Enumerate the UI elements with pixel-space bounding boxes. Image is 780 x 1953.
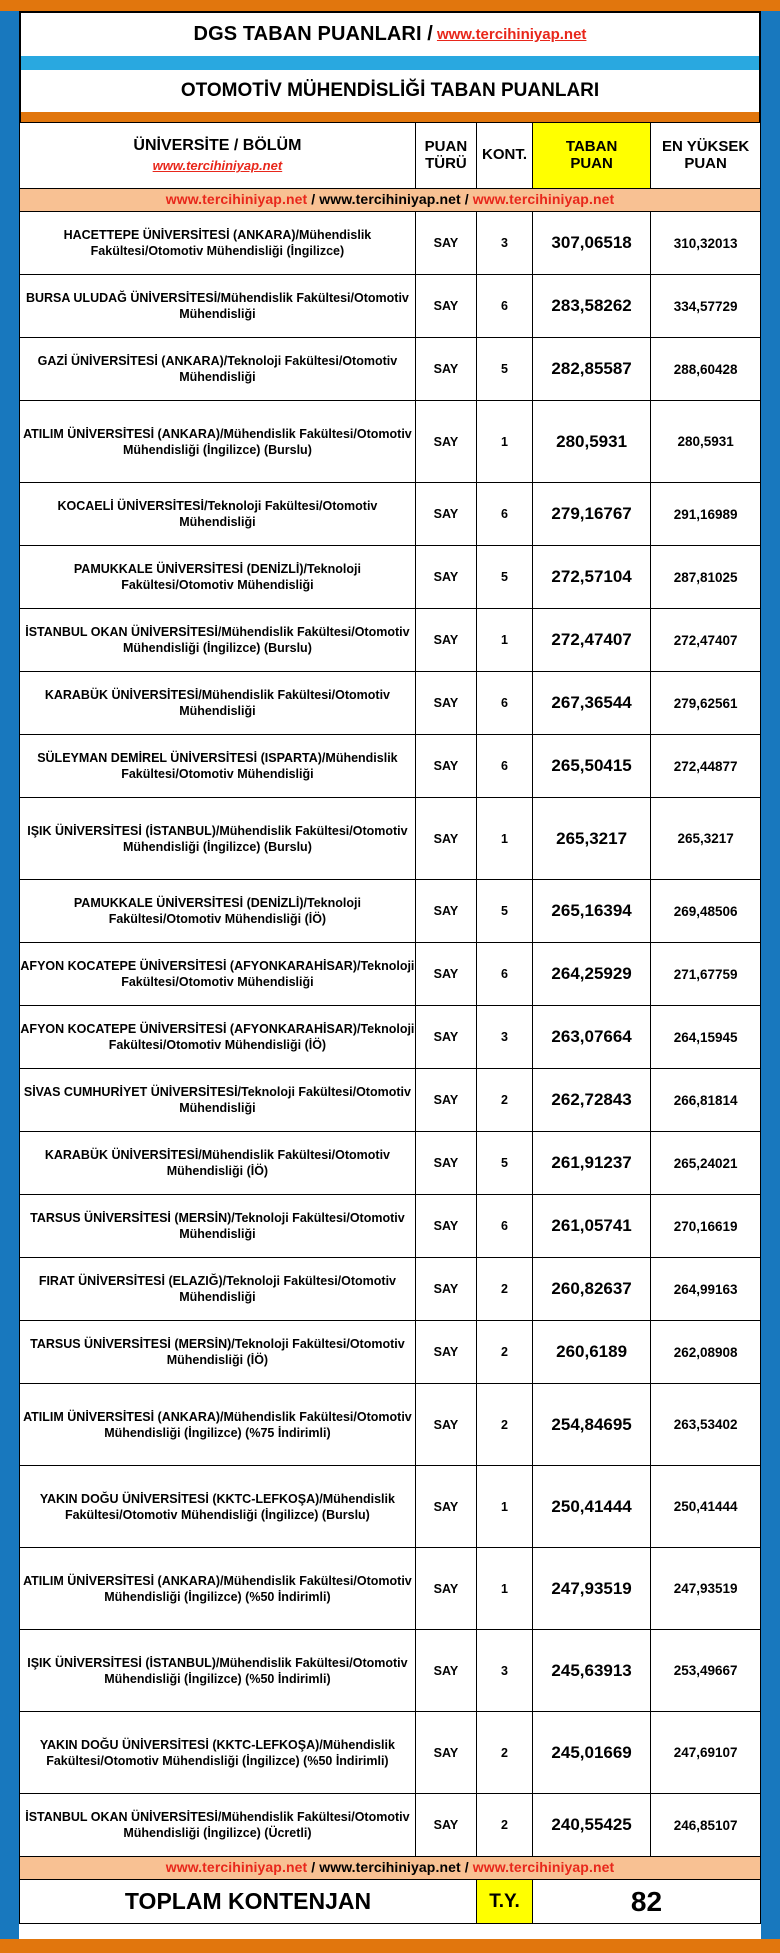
column-header-puan-turu-line2: TÜRÜ	[425, 154, 467, 172]
cell-university: AFYON KOCATEPE ÜNİVERSİTESİ (AFYONKARAHİSAR)/Teknoloji Fakültesi/Otomotiv Mühendisliği	[20, 943, 416, 1006]
cell-en-yuksek-puan: 270,16619	[651, 1195, 761, 1258]
cell-taban-puan: 265,50415	[532, 735, 650, 798]
cell-taban-puan: 261,05741	[532, 1195, 650, 1258]
cell-taban-puan: 265,3217	[532, 798, 650, 880]
promo-banner-bottom-text	[166, 1859, 615, 1875]
total-label: TOPLAM KONTENJAN	[20, 1880, 477, 1924]
cell-university: ATILIM ÜNİVERSİTESİ (ANKARA)/Mühendislik Fakültesi/Otomotiv Mühendisliği (İngilizce) (%75 İndirimli)	[20, 1384, 416, 1466]
cell-en-yuksek-puan: 246,85107	[651, 1794, 761, 1857]
promo-link[interactable]: www.tercihiniyap.net	[472, 191, 615, 207]
cell-puan-turu: SAY	[415, 735, 476, 798]
cell-en-yuksek-puan: 280,5931	[651, 401, 761, 483]
cell-university: YAKIN DOĞU ÜNİVERSİTESİ (KKTC-LEFKOŞA)/Mühendislik Fakültesi/Otomotiv Mühendisliği (İngilizce) (Burslu)	[20, 1466, 416, 1548]
promo-link[interactable]: www.tercihiniyap.net	[472, 1859, 615, 1875]
table-row[interactable]	[20, 1712, 761, 1794]
cell-puan-turu: SAY	[415, 338, 476, 401]
promo-separator: /	[460, 1859, 473, 1875]
cell-en-yuksek-puan: 263,53402	[651, 1384, 761, 1466]
cell-university: ATILIM ÜNİVERSİTESİ (ANKARA)/Mühendislik Fakültesi/Otomotiv Mühendisliği (İngilizce) (%50 İndirimli)	[20, 1548, 416, 1630]
table-row[interactable]	[20, 880, 761, 943]
column-header-university	[20, 123, 416, 189]
cell-university: KOCAELİ ÜNİVERSİTESİ/Teknoloji Fakültesi/Otomotiv Mühendisliği	[20, 483, 416, 546]
cell-kontenjan: 6	[477, 943, 533, 1006]
cell-kontenjan: 5	[477, 338, 533, 401]
cell-puan-turu: SAY	[415, 546, 476, 609]
promo-separator: /	[307, 191, 320, 207]
table-row[interactable]	[20, 1630, 761, 1712]
promo-banner-top-text	[166, 191, 615, 207]
page-title-text: DGS TABAN PUANLARI /	[193, 23, 433, 45]
scores-table	[19, 122, 761, 1924]
cell-university: PAMUKKALE ÜNİVERSİTESİ (DENİZLİ)/Teknoloji Fakültesi/Otomotiv Mühendisliği (İÖ)	[20, 880, 416, 943]
cell-kontenjan: 2	[477, 1321, 533, 1384]
cell-en-yuksek-puan: 264,99163	[651, 1258, 761, 1321]
content-area	[19, 11, 761, 1939]
bottom-frame-bar	[0, 1939, 780, 1953]
right-frame-rail	[761, 11, 780, 1939]
cell-taban-puan: 279,16767	[532, 483, 650, 546]
table-row[interactable]	[20, 943, 761, 1006]
cell-university: BURSA ULUDAĞ ÜNİVERSİTESİ/Mühendislik Fakültesi/Otomotiv Mühendisliği	[20, 275, 416, 338]
promo-link[interactable]: www.tercihiniyap.net	[165, 1859, 308, 1875]
cell-taban-puan: 245,63913	[532, 1630, 650, 1712]
cell-kontenjan: 3	[477, 1630, 533, 1712]
cell-kontenjan: 5	[477, 880, 533, 943]
column-header-en-yuksek-line1: EN YÜKSEK	[661, 137, 750, 155]
cell-en-yuksek-puan: 265,3217	[651, 798, 761, 880]
cell-kontenjan: 6	[477, 275, 533, 338]
page-subtitle	[19, 70, 761, 112]
cell-university: KARABÜK ÜNİVERSİTESİ/Mühendislik Fakültesi/Otomotiv Mühendisliği (İÖ)	[20, 1132, 416, 1195]
cell-taban-puan: 267,36544	[532, 672, 650, 735]
cell-kontenjan: 6	[477, 1195, 533, 1258]
cell-en-yuksek-puan: 253,49667	[651, 1630, 761, 1712]
column-header-kontenjan-label: KONT.	[482, 146, 528, 164]
cell-kontenjan: 2	[477, 1258, 533, 1321]
table-header-row	[20, 123, 761, 189]
table-row[interactable]	[20, 338, 761, 401]
cell-university: FIRAT ÜNİVERSİTESİ (ELAZIĞ)/Teknoloji Fakültesi/Otomotiv Mühendisliği	[20, 1258, 416, 1321]
cell-university: HACETTEPE ÜNİVERSİTESİ (ANKARA)/Mühendislik Fakültesi/Otomotiv Mühendisliği (İngilizce)	[20, 212, 416, 275]
column-header-kontenjan	[477, 123, 533, 189]
cell-kontenjan: 2	[477, 1794, 533, 1857]
page-title	[19, 11, 761, 56]
column-header-taban-line1: TABAN	[565, 137, 618, 155]
cell-university: AFYON KOCATEPE ÜNİVERSİTESİ (AFYONKARAHİSAR)/Teknoloji Fakültesi/Otomotiv Mühendisliği (İÖ)	[20, 1006, 416, 1069]
cell-taban-puan: 262,72843	[532, 1069, 650, 1132]
table-row[interactable]	[20, 1548, 761, 1630]
cell-kontenjan: 6	[477, 672, 533, 735]
cell-en-yuksek-puan: 287,81025	[651, 546, 761, 609]
table-row[interactable]	[20, 735, 761, 798]
cell-puan-turu: SAY	[415, 609, 476, 672]
cell-kontenjan: 2	[477, 1712, 533, 1794]
table-body	[20, 212, 761, 1857]
column-header-puan-turu	[415, 123, 476, 189]
cell-puan-turu: SAY	[415, 483, 476, 546]
cell-taban-puan: 260,82637	[532, 1258, 650, 1321]
cell-puan-turu: SAY	[415, 212, 476, 275]
cell-taban-puan: 283,58262	[532, 275, 650, 338]
cell-university: ATILIM ÜNİVERSİTESİ (ANKARA)/Mühendislik Fakültesi/Otomotiv Mühendisliği (İngilizce) (Burslu)	[20, 401, 416, 483]
cell-university: İSTANBUL OKAN ÜNİVERSİTESİ/Mühendislik Fakültesi/Otomotiv Mühendisliği (İngilizce) (Ücretli)	[20, 1794, 416, 1857]
total-type-badge: T.Y.	[477, 1880, 533, 1924]
cell-taban-puan: 240,55425	[532, 1794, 650, 1857]
cell-taban-puan: 280,5931	[532, 401, 650, 483]
cell-taban-puan: 245,01669	[532, 1712, 650, 1794]
cell-puan-turu: SAY	[415, 1195, 476, 1258]
table-row[interactable]	[20, 1132, 761, 1195]
promo-link[interactable]: www.tercihiniyap.net	[319, 191, 461, 207]
promo-separator: /	[460, 191, 473, 207]
cell-university: SİVAS CUMHURİYET ÜNİVERSİTESİ/Teknoloji Fakültesi/Otomotiv Mühendisliği	[20, 1069, 416, 1132]
cell-university: GAZİ ÜNİVERSİTESİ (ANKARA)/Teknoloji Fakültesi/Otomotiv Mühendisliği	[20, 338, 416, 401]
cell-en-yuksek-puan: 272,44877	[651, 735, 761, 798]
cell-university: YAKIN DOĞU ÜNİVERSİTESİ (KKTC-LEFKOŞA)/Mühendislik Fakültesi/Otomotiv Mühendisliği (İngilizce) (%50 İndirimli)	[20, 1712, 416, 1794]
column-header-en-yuksek-puan	[651, 123, 761, 189]
table-row[interactable]	[20, 609, 761, 672]
cell-puan-turu: SAY	[415, 1069, 476, 1132]
cell-university: SÜLEYMAN DEMİREL ÜNİVERSİTESİ (ISPARTA)/Mühendislik Fakültesi/Otomotiv Mühendisliği	[20, 735, 416, 798]
cell-taban-puan: 260,6189	[532, 1321, 650, 1384]
table-row[interactable]	[20, 1321, 761, 1384]
cell-puan-turu: SAY	[415, 275, 476, 338]
total-row	[20, 1880, 761, 1924]
cell-taban-puan: 263,07664	[532, 1006, 650, 1069]
cell-puan-turu: SAY	[415, 1132, 476, 1195]
cell-taban-puan: 264,25929	[532, 943, 650, 1006]
promo-link[interactable]: www.tercihiniyap.net	[319, 1859, 461, 1875]
cell-en-yuksek-puan: 247,93519	[651, 1548, 761, 1630]
cell-university: İSTANBUL OKAN ÜNİVERSİTESİ/Mühendislik Fakültesi/Otomotiv Mühendisliği (İngilizce) (Burslu)	[20, 609, 416, 672]
promo-banner-bottom	[20, 1857, 761, 1880]
cell-kontenjan: 6	[477, 735, 533, 798]
table-row[interactable]	[20, 483, 761, 546]
table-row[interactable]	[20, 1384, 761, 1466]
cell-kontenjan: 5	[477, 546, 533, 609]
cell-en-yuksek-puan: 310,32013	[651, 212, 761, 275]
total-value: 82	[532, 1880, 760, 1924]
table-row[interactable]	[20, 672, 761, 735]
cell-kontenjan: 1	[477, 798, 533, 880]
table-row[interactable]	[20, 1258, 761, 1321]
cell-kontenjan: 1	[477, 1466, 533, 1548]
promo-separator: /	[307, 1859, 320, 1875]
cell-university: TARSUS ÜNİVERSİTESİ (MERSİN)/Teknoloji Fakültesi/Otomotiv Mühendisliği	[20, 1195, 416, 1258]
cell-taban-puan: 261,91237	[532, 1132, 650, 1195]
cell-en-yuksek-puan: 269,48506	[651, 880, 761, 943]
table-row[interactable]	[20, 1195, 761, 1258]
cell-puan-turu: SAY	[415, 1466, 476, 1548]
promo-row-bottom	[20, 1857, 761, 1880]
cell-kontenjan: 2	[477, 1384, 533, 1466]
cell-puan-turu: SAY	[415, 1384, 476, 1466]
cell-en-yuksek-puan: 279,62561	[651, 672, 761, 735]
orange-divider	[19, 112, 761, 122]
left-frame-rail	[0, 11, 19, 1939]
promo-banner-top	[20, 189, 761, 212]
cell-puan-turu: SAY	[415, 401, 476, 483]
cell-en-yuksek-puan: 288,60428	[651, 338, 761, 401]
table-row[interactable]	[20, 798, 761, 880]
cell-taban-puan: 282,85587	[532, 338, 650, 401]
cell-en-yuksek-puan: 272,47407	[651, 609, 761, 672]
column-header-university-label: ÜNİVERSİTE / BÖLÜM	[133, 137, 302, 155]
cell-kontenjan: 6	[477, 483, 533, 546]
cell-puan-turu: SAY	[415, 798, 476, 880]
cell-taban-puan: 250,41444	[532, 1466, 650, 1548]
table-row[interactable]	[20, 1069, 761, 1132]
cell-taban-puan: 307,06518	[532, 212, 650, 275]
cell-taban-puan: 272,57104	[532, 546, 650, 609]
table-row[interactable]	[20, 275, 761, 338]
cell-puan-turu: SAY	[415, 1712, 476, 1794]
column-header-taban-line2: PUAN	[570, 154, 613, 172]
column-header-taban-puan	[532, 123, 650, 189]
column-header-en-yuksek-line2: PUAN	[684, 154, 727, 172]
cell-puan-turu: SAY	[415, 1006, 476, 1069]
cell-kontenjan: 5	[477, 1132, 533, 1195]
cell-university: IŞIK ÜNİVERSİTESİ (İSTANBUL)/Mühendislik Fakültesi/Otomotiv Mühendisliği (İngilizce) (Burslu)	[20, 798, 416, 880]
table-footer	[20, 1857, 761, 1924]
promo-link[interactable]: www.tercihiniyap.net	[165, 191, 308, 207]
cell-kontenjan: 3	[477, 1006, 533, 1069]
cell-en-yuksek-puan: 262,08908	[651, 1321, 761, 1384]
cell-university: TARSUS ÜNİVERSİTESİ (MERSİN)/Teknoloji Fakültesi/Otomotiv Mühendisliği (İÖ)	[20, 1321, 416, 1384]
cell-en-yuksek-puan: 334,57729	[651, 275, 761, 338]
cell-taban-puan: 265,16394	[532, 880, 650, 943]
cell-puan-turu: SAY	[415, 1548, 476, 1630]
cell-en-yuksek-puan: 264,15945	[651, 1006, 761, 1069]
cell-kontenjan: 1	[477, 1548, 533, 1630]
cell-university: PAMUKKALE ÜNİVERSİTESİ (DENİZLİ)/Teknoloji Fakültesi/Otomotiv Mühendisliği	[20, 546, 416, 609]
cell-kontenjan: 1	[477, 609, 533, 672]
cyan-divider	[19, 56, 761, 70]
cell-en-yuksek-puan: 291,16989	[651, 483, 761, 546]
cell-puan-turu: SAY	[415, 1321, 476, 1384]
promo-row-top	[20, 189, 761, 212]
cell-university: KARABÜK ÜNİVERSİTESİ/Mühendislik Fakültesi/Otomotiv Mühendisliği	[20, 672, 416, 735]
cell-puan-turu: SAY	[415, 1794, 476, 1857]
cell-en-yuksek-puan: 271,67759	[651, 943, 761, 1006]
cell-university: IŞIK ÜNİVERSİTESİ (İSTANBUL)/Mühendislik Fakültesi/Otomotiv Mühendisliği (İngilizce) (%50 İndirimli)	[20, 1630, 416, 1712]
cell-en-yuksek-puan: 266,81814	[651, 1069, 761, 1132]
cell-kontenjan: 2	[477, 1069, 533, 1132]
table-row[interactable]	[20, 1466, 761, 1548]
cell-taban-puan: 254,84695	[532, 1384, 650, 1466]
page-subtitle-text: OTOMOTİV MÜHENDİSLİĞİ TABAN PUANLARI	[180, 80, 600, 101]
table-row[interactable]	[20, 401, 761, 483]
cell-en-yuksek-puan: 247,69107	[651, 1712, 761, 1794]
table-row[interactable]	[20, 546, 761, 609]
cell-puan-turu: SAY	[415, 943, 476, 1006]
cell-en-yuksek-puan: 265,24021	[651, 1132, 761, 1195]
table-header	[20, 123, 761, 212]
cell-taban-puan: 247,93519	[532, 1548, 650, 1630]
cell-kontenjan: 1	[477, 401, 533, 483]
cell-taban-puan: 272,47407	[532, 609, 650, 672]
column-header-puan-turu-line1: PUAN	[424, 137, 468, 155]
cell-en-yuksek-puan: 250,41444	[651, 1466, 761, 1548]
table-row[interactable]	[20, 1794, 761, 1857]
top-frame-bar	[0, 0, 780, 11]
table-row[interactable]	[20, 212, 761, 275]
cell-puan-turu: SAY	[415, 1258, 476, 1321]
cell-kontenjan: 3	[477, 212, 533, 275]
cell-puan-turu: SAY	[415, 1630, 476, 1712]
column-header-university-link[interactable]: www.tercihiniyap.net	[152, 158, 283, 174]
cell-puan-turu: SAY	[415, 880, 476, 943]
page-title-link[interactable]: www.tercihiniyap.net	[436, 26, 587, 43]
cell-puan-turu: SAY	[415, 672, 476, 735]
table-row[interactable]	[20, 1006, 761, 1069]
